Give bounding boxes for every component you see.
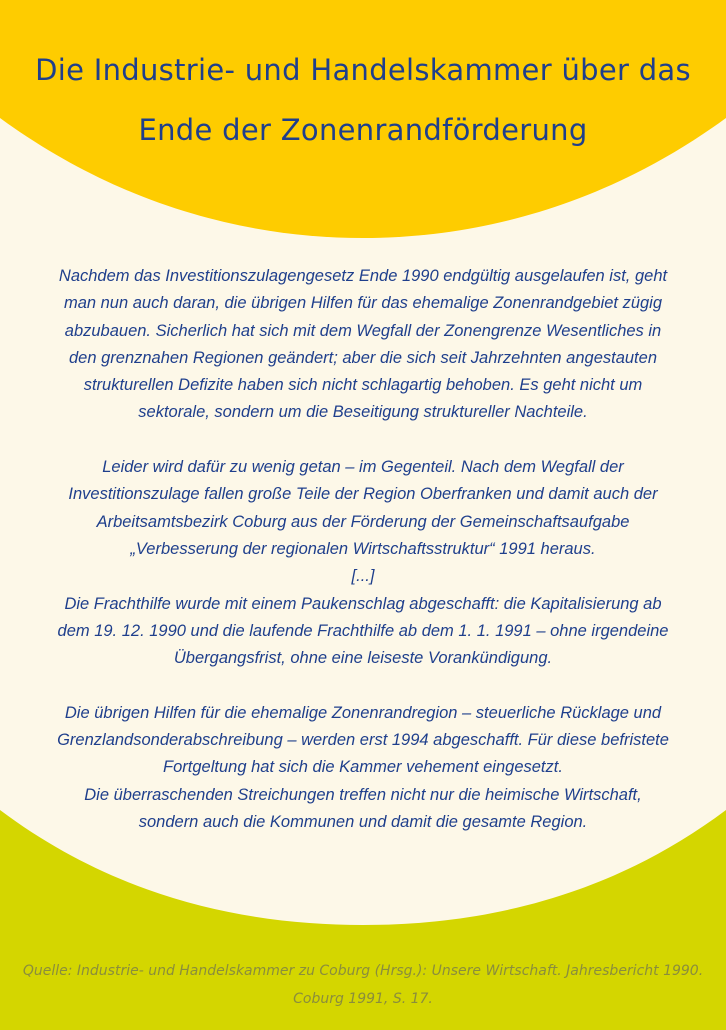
- text-line: Nachdem das Investitionszulagengesetz Ende 1990 endgültig ausgelaufen ist, geht: [58, 267, 668, 285]
- text-line: Die übrigen Hilfen für die ehemalige Zonenrandregion – steuerliche Rücklage und: [64, 703, 662, 722]
- text-line: „Verbesserung der regionalen Wirtschaftsstruktur“ 1991 heraus.: [130, 539, 596, 558]
- text-line: Leider wird dafür zu wenig getan – im Gegenteil. Nach dem Wegfall der: [102, 458, 624, 477]
- paragraph-3: [14, 700, 712, 836]
- paragraph-2: [14, 454, 712, 672]
- text-line: sektorale, sondern um die Beseitigung struktureller Nachteile.: [138, 403, 588, 422]
- text-line: dem 19. 12. 1990 und die laufende Frachthilfe ab dem 1. 1. 1991 – ohne irgendeine: [57, 621, 669, 640]
- text-line: Die Frachthilfe wurde mit einem Paukenschlag abgeschafft: die Kapitalisierung ab: [64, 594, 662, 613]
- article-body: [14, 263, 712, 836]
- ellipsis-marker: [...]: [351, 567, 375, 586]
- source-line-2: Coburg 1991, S. 17.: [293, 991, 433, 1007]
- text-line: Arbeitsamtsbezirk Coburg aus der Förderung der Gemeinschaftsaufgabe: [96, 512, 630, 531]
- text-line: Investitionszulage fallen große Teile der Region Oberfranken und damit auch der: [68, 485, 658, 504]
- text-line: man nun auch daran, die übrigen Hilfen für das ehemalige Zonenrandgebiet zügig: [63, 294, 663, 313]
- page-title: [20, 40, 706, 160]
- text-line: den grenznahen Regionen geändert; aber die sich seit Jahrzehnten angestauten: [68, 348, 657, 367]
- paragraph-gap: [14, 672, 712, 699]
- title-line-2: Ende der Zonenrandförderung: [138, 113, 588, 147]
- text-line: Übergangsfrist, ohne eine leiseste Vorankündigung.: [173, 649, 553, 668]
- paragraph-gap: [14, 427, 712, 454]
- paragraph-1: [14, 263, 712, 427]
- title-line-1: Die Industrie- und Handelskammer über das: [35, 53, 691, 87]
- text-line: Fortgeltung hat sich die Kammer vehement eingesetzt.: [163, 758, 563, 777]
- text-line: strukturellen Defizite haben sich nicht schlagartig behoben. Es geht nicht um: [83, 376, 643, 395]
- source-line-1: Quelle: Industrie- und Handelskammer zu Coburg (Hrsg.): Unsere Wirtschaft. Jahresbericht 1990.: [22, 963, 704, 979]
- text-line: Grenzlandsonderabschreibung – werden erst 1994 abgeschafft. Für diese befristete: [57, 731, 669, 750]
- text-line: Die überraschenden Streichungen treffen nicht nur die heimische Wirtschaft,: [84, 785, 642, 804]
- source-citation: [10, 957, 716, 1013]
- text-line: abzubauen. Sicherlich hat sich mit dem Wegfall der Zonengrenze Wesentliches in: [64, 321, 662, 340]
- text-line: sondern auch die Kommunen und damit die gesamte Region.: [138, 812, 588, 831]
